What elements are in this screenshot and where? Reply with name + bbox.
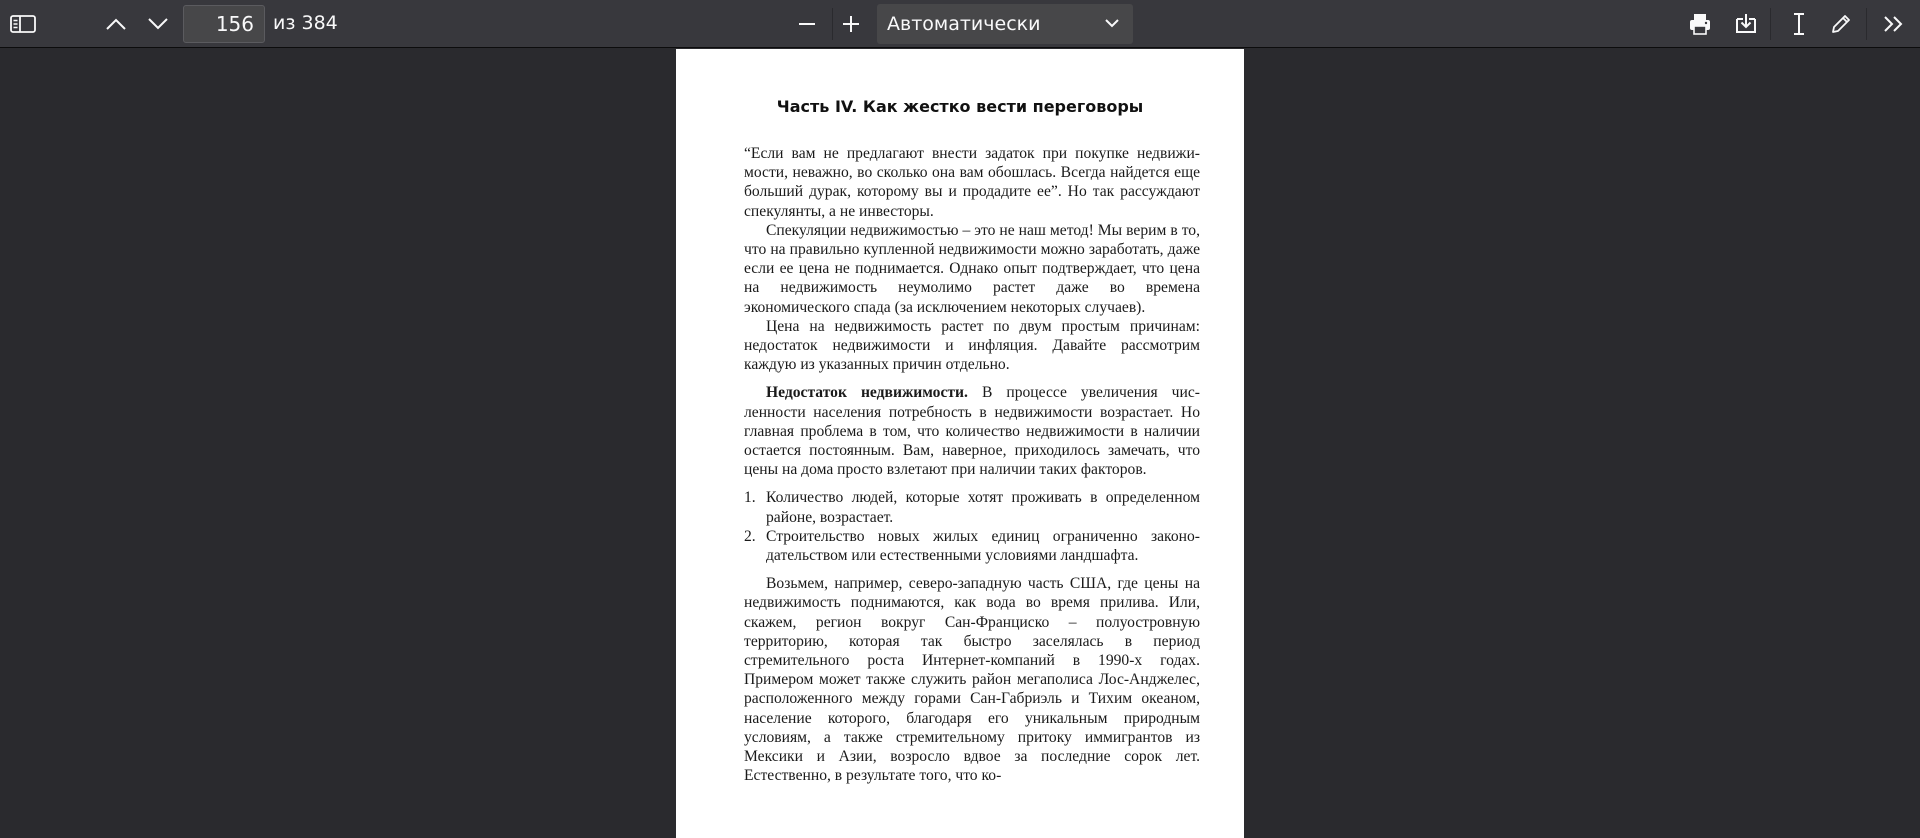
list-number: 2. <box>744 527 756 545</box>
draw-tool-button[interactable] <box>1823 6 1859 42</box>
next-page-icon <box>147 17 169 31</box>
list-number: 1. <box>744 489 756 507</box>
more-tools-icon <box>1882 14 1906 34</box>
paragraph: Цена на недвижимость растет по двум простым причинам: недостаток недвижимости и инфляция. Давайте рассмотрим каждую из указанных причин отдельно. <box>744 317 1200 374</box>
zoom-out-button[interactable] <box>789 6 825 42</box>
pdf-page <box>676 49 1244 838</box>
draw-icon <box>1829 12 1853 36</box>
print-button[interactable] <box>1682 6 1718 42</box>
list-item-text: Строительство новых жилых единиц ограниченно законодательством или естественными условиями ландшафта. <box>766 527 1200 565</box>
chapter-heading: Часть IV. Как жестко вести переговоры <box>776 97 1144 116</box>
next-page-button[interactable] <box>140 6 176 42</box>
sidebar-toggle-icon <box>10 14 36 34</box>
list-item <box>744 488 1200 526</box>
text-tool-button[interactable] <box>1781 6 1817 42</box>
more-separator <box>1866 8 1867 40</box>
previous-page-icon <box>105 17 127 31</box>
zoom-out-icon <box>797 14 817 34</box>
zoom-in-icon <box>841 14 861 34</box>
numbered-list <box>744 488 1200 565</box>
page-number-input[interactable] <box>183 5 265 43</box>
paragraph: Возьмем, например, северо-западную часть США, где цены на недвижимость поднимаются, как вода во время прилива. Или, скажем, регион вокруг Сан-Франциско – полуостровную территорию, которая так быстро заселялась в период стремительного роста Интернет-компаний в 1990-х годах. Примером может также служить район мегаполиса Лос-Анджелес, расположенного между горами Сан-Габриэль и Тихим океаном, население которого, благодаря его уникальным природным условиям, а также стремительному притоку иммигрантов из Мексики и Азии, возросло вдвое за последние сорок лет. Естественно, в результате того, что ко- <box>744 575 1200 785</box>
more-tools-button[interactable] <box>1876 6 1912 42</box>
pdf-toolbar <box>0 0 1920 48</box>
paragraph <box>744 383 1200 479</box>
zoom-select-value: Автоматически <box>887 13 1041 35</box>
document-viewer[interactable] <box>0 48 1920 838</box>
text-cursor-icon <box>1789 11 1809 37</box>
paragraph-text: В процессе увеличения численности населения потребность в недвижимости возрастает. Но главная проблема в том, что количество недвижимости в наличии остается постоянным. Вам, наверное, приходилось замечать, что цены на дома просто взлетают при наличии таких факторов. <box>744 384 1200 479</box>
save-button[interactable] <box>1728 6 1764 42</box>
sidebar-toggle-button[interactable] <box>5 6 41 42</box>
section-lead-in: Недостаток недвижимости. <box>766 384 968 402</box>
paragraph: “Если вам не предлагают внести задаток при покупке недвижимости, неважно, во сколько она вам обошлась. Всегда найдется еще больший дурак, которому вы и продадите ее”. Но так рассуждают спекулянты, а не инвесторы. <box>744 145 1200 220</box>
save-icon <box>1734 12 1758 36</box>
print-icon <box>1688 12 1712 36</box>
previous-page-button[interactable] <box>98 6 134 42</box>
paragraph: Спекуляции недвижимостью – это не наш метод! Мы верим в то, что на правильно купленной недвижимости можно заработать, даже если ее цена не поднимается. Однако опыт подтверждает, что цена на недвижимость неумолимо растет даже во времена экономического спада (за исключением некоторых случаев). <box>744 221 1200 316</box>
list-item <box>744 527 1200 565</box>
tools-separator <box>1770 8 1771 40</box>
zoom-in-button[interactable] <box>833 6 869 42</box>
list-item-text: Количество людей, которые хотят проживать в определенном районе, возрастает. <box>766 489 1200 526</box>
zoom-select[interactable] <box>877 4 1133 44</box>
chevron-down-icon <box>1105 18 1119 28</box>
page-total-label: из 384 <box>273 12 338 34</box>
page-body-text <box>744 144 1200 786</box>
